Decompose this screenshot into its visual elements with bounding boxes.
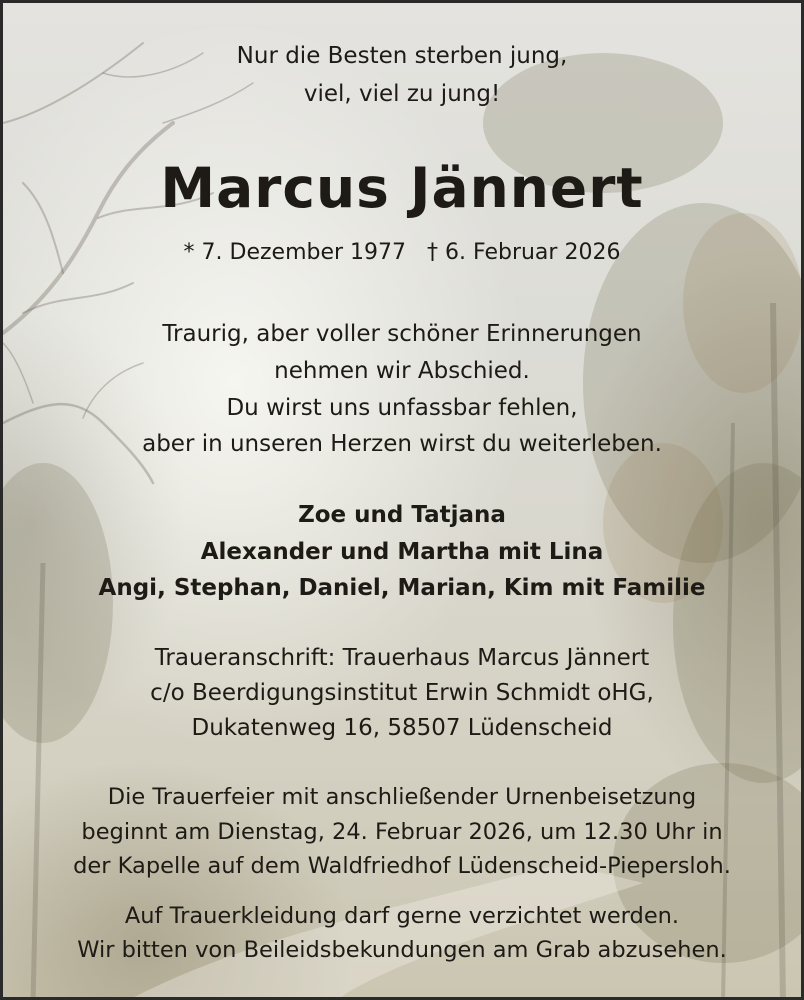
address-line-3: Dukatenweg 16, 58507 Lüdenscheid — [191, 715, 613, 741]
ceremony-line-2: beginnt am Dienstag, 24. Februar 2026, um 12.30 Uhr in — [81, 819, 723, 845]
address-line-1: Traueranschrift: Trauerhaus Marcus Jännert — [154, 645, 650, 671]
mourners-line-2: Alexander und Martha mit Lina — [200, 539, 604, 565]
ceremony-line-1: Die Trauerfeier mit anschließender Urnenbeisetzung — [107, 784, 697, 810]
farewell-line-1: Traurig, aber voller schöner Erinnerungen — [162, 321, 642, 347]
mourners-line-3: Angi, Stephan, Daniel, Marian, Kim mit Familie — [98, 575, 706, 601]
farewell-line-4: aber in unseren Herzen wirst du weiterleben. — [142, 431, 662, 457]
deceased-name: Marcus Jännert — [160, 156, 644, 220]
life-dates: * 7. Dezember 1977 † 6. Februar 2026 — [183, 240, 621, 265]
ceremony-line-3: der Kapelle auf dem Waldfriedhof Lüdenscheid-Piepersloh. — [73, 853, 731, 879]
mourners-line-1: Zoe und Tatjana — [298, 502, 506, 528]
note-line-1: Auf Trauerkleidung darf gerne verzichtet werden. — [124, 903, 680, 929]
note-line-2: Wir bitten von Beileidsbekundungen am Grab abzusehen. — [77, 937, 727, 963]
motto-line-1: Nur die Besten sterben jung, — [236, 43, 568, 69]
farewell-line-3: Du wirst uns unfassbar fehlen, — [226, 395, 578, 421]
motto-line-2: viel, viel zu jung! — [303, 81, 501, 107]
address-line-2: c/o Beerdigungsinstitut Erwin Schmidt oHG, — [150, 680, 654, 706]
farewell-line-2: nehmen wir Abschied. — [274, 358, 530, 384]
